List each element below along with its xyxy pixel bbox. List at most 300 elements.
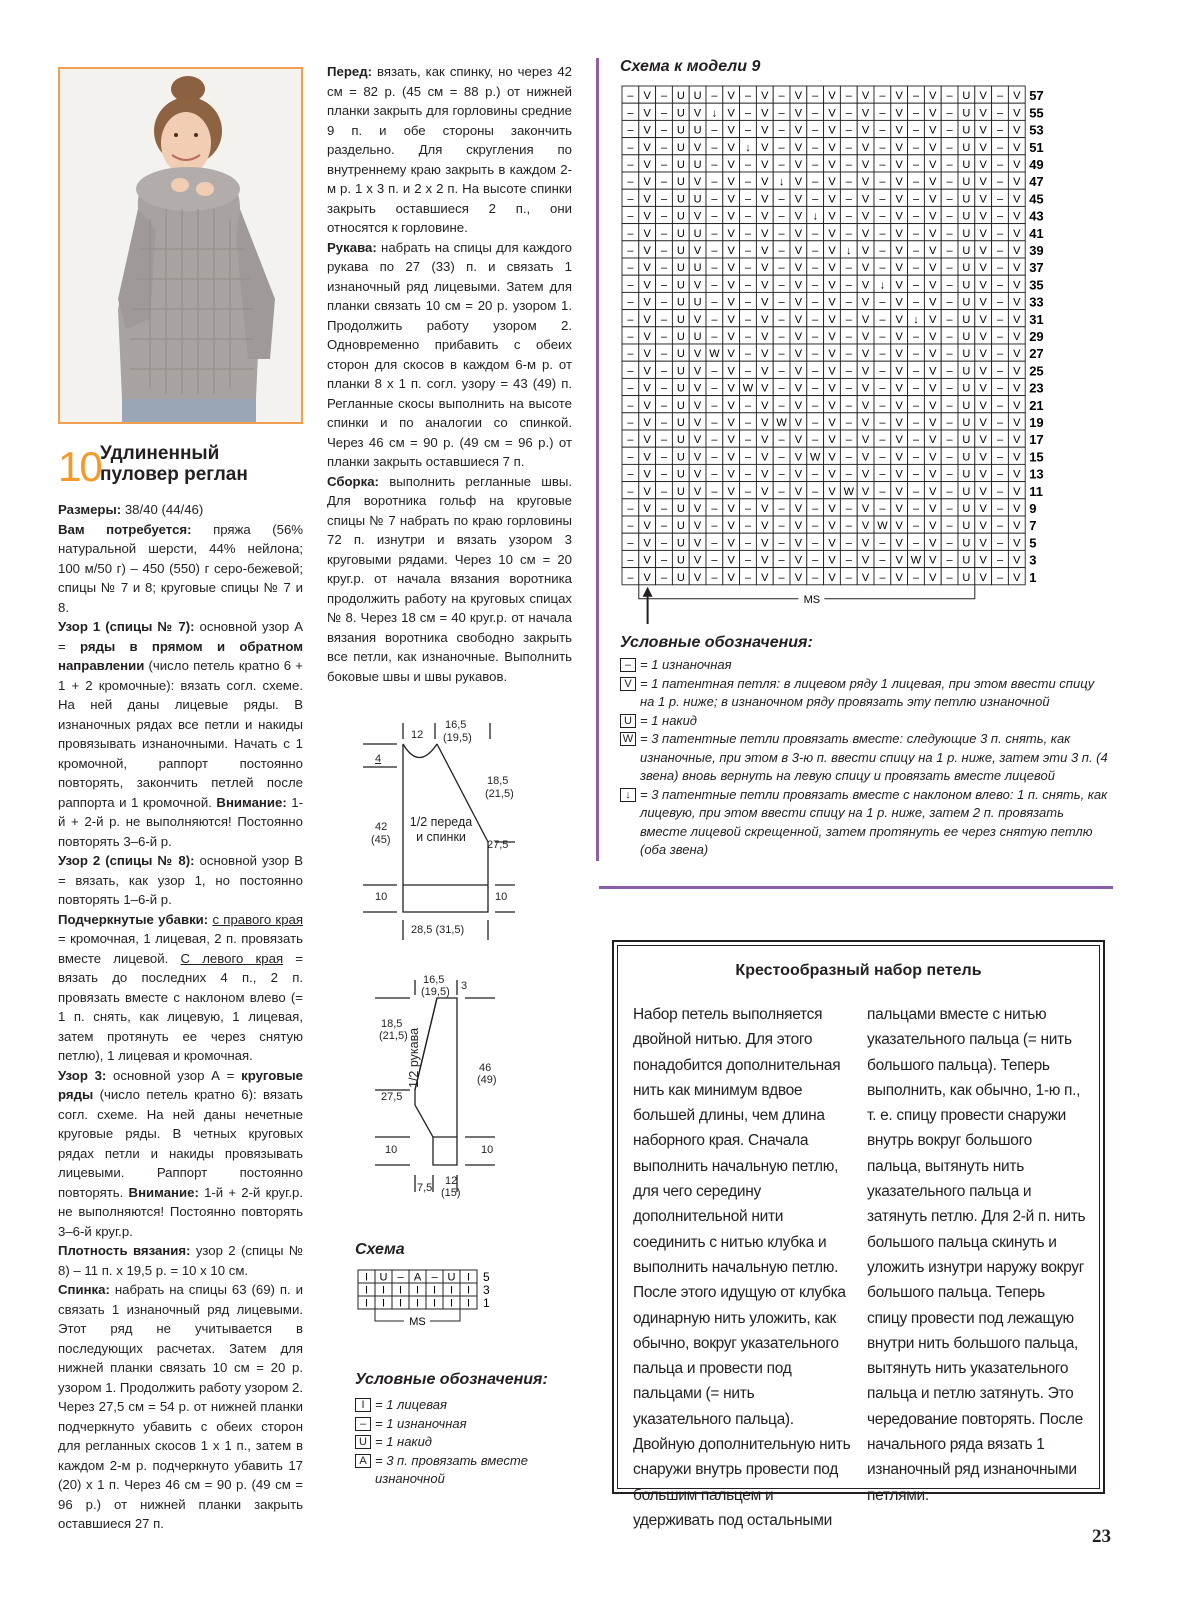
big-chart-row-number: 5 [1029,535,1037,551]
big-chart-symbol: V [895,296,903,309]
big-chart-symbol: – [812,107,819,120]
big-chart-symbol: V [761,382,769,395]
big-chart-symbol: – [778,537,785,550]
big-chart-symbol: U [676,571,685,584]
big-chart-symbol: V [643,468,651,481]
big-chart-symbol: – [627,468,634,481]
big-chart-symbol: U [962,434,971,447]
big-chart-symbol: – [627,107,634,120]
big-chart-symbol: – [912,193,920,206]
big-chart-symbol: – [660,468,668,481]
big-chart-symbol: V [828,434,836,447]
big-chart-symbol: – [778,503,785,515]
sleeve-dim-band-left: 10 [385,1144,398,1156]
big-chart-symbol: V [861,399,870,412]
big-chart-symbol: – [660,503,668,515]
big-chart-symbol: V [1013,331,1021,343]
big-chart-symbol: – [996,313,1004,326]
big-chart-symbol: W [709,348,720,361]
big-chart-symbol: V [761,107,769,120]
big-chart-symbol: U [676,554,685,567]
big-chart-row-number: 21 [1029,397,1044,413]
big-chart-symbol: – [744,537,752,550]
big-chart-symbol: U [693,331,702,343]
model-number: 10 [58,443,101,490]
big-chart-symbol: U [962,262,971,275]
big-chart-symbol: – [627,313,634,326]
sleeves-paragraph [327,238,572,472]
big-chart-symbol: V [727,296,735,309]
big-chart-symbol: V [1013,193,1021,206]
big-chart-symbol: – [711,124,718,137]
big-chart-row-number: 9 [1029,501,1037,516]
big-chart-symbol: – [812,537,819,550]
big-chart-symbol: – [744,176,752,189]
big-chart-symbol: V [929,485,937,498]
big-chart-symbol: – [812,245,819,257]
horizontal-divider [599,886,1113,889]
big-chart-row-number: 27 [1029,346,1044,362]
big-chart-symbol: V [693,554,702,567]
big-chart-symbol: V [794,159,803,171]
big-chart-symbol: – [845,468,852,481]
sizes-paragraph [58,500,303,520]
dim-neck-depth: 4 [375,753,382,765]
big-chart-symbol: – [660,348,668,361]
big-chart-symbol: – [996,537,1004,550]
big-chart-symbol: V [794,571,803,584]
big-chart-symbol: V [861,503,870,515]
pattern1-warning: Внимание: [216,794,287,810]
big-chart-symbol: – [744,262,752,275]
sleeve-dim-bottom-left: 7,5 [417,1182,433,1194]
dim-shoulder-alt: (19,5) [443,732,472,744]
info-box-title: Крестообразный набор петель [735,962,982,979]
big-chart-symbol: V [895,348,903,361]
small-chart-symbol: I [432,1284,437,1297]
big-chart-symbol: – [996,227,1004,240]
big-chart-symbol: – [845,554,852,567]
big-chart-symbol: U [962,554,971,567]
big-chart-symbol: V [929,141,937,154]
big-chart-symbol: – [711,279,718,292]
big-chart-symbol: – [946,434,953,447]
big-chart-symbol: V [929,571,937,584]
big-chart-symbol: V [693,417,702,429]
big-chart-symbol: – [711,227,718,240]
big-chart-symbol: V [861,434,870,447]
big-chart-symbol: – [946,554,953,567]
big-chart-symbol: – [912,503,920,515]
big-chart-symbol: V [979,434,987,447]
big-chart-row-number: 11 [1029,483,1043,499]
big-chart-symbol: – [845,399,852,412]
big-chart-symbol: V [643,210,651,223]
big-chart-symbol: V [794,90,803,103]
big-chart-symbol: – [778,313,785,326]
big-chart-symbol: V [643,451,651,464]
big-chart-symbol: – [812,571,819,584]
big-chart-row-number: 37 [1029,260,1044,276]
pattern1-paragraph [58,617,303,851]
big-chart-symbol: – [845,365,852,378]
big-chart-symbol: V [861,176,870,189]
big-chart-symbol: U [693,124,702,137]
big-chart-symbol: – [627,279,634,292]
big-chart-symbol: – [912,485,920,498]
big-chart-symbol: – [660,434,668,447]
big-chart-symbol: V [929,313,937,326]
big-chart-row-number: 47 [1029,174,1044,190]
big-chart-symbol: V [828,399,836,412]
small-chart-symbol: I [364,1271,369,1284]
big-chart-symbol: – [879,468,886,481]
big-chart-symbol: U [676,176,685,189]
front-text: вязать, как спинку, но через 42 см = 82 р. (45 см = 88 р.) от нижней планки закрыть для горловины средние 9 п. и обе стороны закончить раздельно. Для скругления по внутреннему краю закрыть в каждом 2-м р. 1 х 3 п. и 2 х 2 п. На высоте спинки закрыть оставшиеся 2 п., они относятся к горловине. [327,64,572,235]
big-chart-symbol: – [845,159,852,171]
big-chart-symbol: – [845,451,852,464]
big-chart-symbol: – [660,176,668,189]
big-chart-symbol: U [676,485,685,498]
big-chart-symbol: V [727,468,735,481]
small-legend-text: = 1 лицевая [375,1397,447,1412]
big-chart-symbol: – [845,124,852,137]
big-chart-symbol: V [895,279,903,292]
big-chart-symbol: – [660,399,668,412]
big-chart-symbol: – [711,159,718,171]
big-chart-symbol: – [996,399,1004,412]
big-chart-symbol: – [627,365,634,378]
big-chart-symbol: V [761,434,769,447]
big-chart-symbol: U [693,159,702,171]
big-chart-symbol: – [845,382,852,395]
big-chart-symbol: V [979,210,987,223]
big-chart-symbol: V [979,331,987,343]
big-chart-symbol: V [1013,176,1021,189]
big-chart-symbol: V [693,365,702,378]
big-chart-symbol: V [727,399,735,412]
big-chart-symbol: U [962,124,971,137]
big-chart-symbol: V [761,124,769,137]
big-chart-symbol: – [946,503,953,515]
big-legend-text: = 1 накид [640,712,697,728]
big-chart-symbol: V [979,537,987,550]
big-chart-symbol: – [660,331,668,343]
dim-side: 27,5 [487,839,509,851]
big-chart-symbol: V [828,520,836,533]
big-chart-symbol: – [996,520,1004,533]
big-chart-symbol: ↓ [846,245,852,257]
big-chart-symbol: V [693,399,702,412]
big-chart-symbol: V [727,107,735,120]
big-chart-symbol: – [778,296,785,309]
big-chart-symbol: – [946,537,953,550]
big-chart-symbol: – [744,434,752,447]
big-chart-symbol: U [962,107,971,120]
big-chart-symbol: V [979,571,987,584]
big-chart-symbol: V [794,210,803,223]
big-chart-symbol: V [794,485,803,498]
big-chart-symbol: – [996,554,1004,567]
big-chart-symbol: – [627,141,634,154]
big-chart-symbol: – [711,313,718,326]
big-chart-symbol: V [727,382,735,395]
big-chart-symbol: – [912,468,920,481]
big-chart-symbol: V [895,382,903,395]
big-legend-symbol: – [620,658,636,672]
small-legend [355,1396,555,1489]
big-chart-symbol: – [711,296,718,309]
big-chart-symbol: – [660,262,668,275]
big-chart-symbol: V [828,107,836,120]
big-chart-symbol: V [861,210,870,223]
big-chart-symbol: – [912,331,920,343]
big-chart-symbol: V [761,227,769,240]
big-chart-symbol: V [828,176,836,189]
big-chart-symbol: V [727,245,735,257]
small-chart-symbol: I [449,1297,454,1310]
big-chart-row-number: 33 [1029,294,1044,310]
big-chart-symbol: – [711,245,718,257]
big-chart-symbol: V [895,245,903,257]
pattern1-rows: ряды в прямом и обратном направлении [58,638,303,673]
big-chart-symbol: – [711,468,718,481]
big-chart-symbol: V [979,141,987,154]
big-chart-symbol: – [946,159,953,171]
big-chart-symbol: – [946,193,953,206]
small-legend-symbol: A [355,1454,371,1468]
big-chart-symbol: V [693,468,702,481]
pattern3-paragraph [58,1066,303,1242]
big-chart-symbol: V [727,365,735,378]
big-chart-symbol: – [879,245,886,257]
big-chart-symbol: V [761,90,769,103]
big-chart-symbol: – [812,331,819,343]
big-chart-symbol: V [929,468,937,481]
big-chart-symbol: – [778,399,785,412]
sleeve-dim-bottom-right: 12 [445,1175,458,1187]
small-chart-symbol: – [431,1271,438,1284]
big-chart-symbol: – [778,485,785,498]
big-chart-symbol: V [693,141,702,154]
big-chart-symbol: V [929,124,937,137]
big-chart-symbol: V [643,279,651,292]
big-chart-symbol: – [778,107,785,120]
big-chart-symbol: – [912,210,920,223]
big-chart-row-number: 3 [1029,552,1037,568]
big-chart-symbol: V [861,485,870,498]
big-chart-symbol: V [861,571,870,584]
big-chart-symbol: – [996,503,1004,515]
big-chart-symbol: – [778,210,785,223]
big-chart-symbol: W [877,520,888,533]
big-chart-symbol: – [778,159,785,171]
big-chart-symbol: – [996,468,1004,481]
big-chart-symbol: V [979,417,987,429]
big-chart-symbol: ↓ [711,107,718,120]
big-chart-symbol: – [845,90,852,103]
big-chart-symbol: – [778,434,785,447]
big-chart-symbol: V [929,90,937,103]
big-chart-symbol: V [794,193,803,206]
big-chart-symbol: U [676,296,685,309]
small-chart-symbol: I [466,1284,471,1297]
big-chart-symbol: V [643,193,651,206]
big-chart-symbol: V [895,141,903,154]
big-chart-symbol: V [929,331,937,343]
big-chart-symbol: – [660,365,668,378]
big-chart-symbol: V [979,90,987,103]
decrease-left: С левого края [180,950,284,966]
left-column [58,500,303,1534]
sleeve-dim-length-alt: (49) [477,1074,497,1086]
assembly-text: выполнить регланные швы. Для воротника гольф на круговые спицы № 7 набрать по краю горловины 72 п. изнутри и вязать узором 3 круговыми рядами. Через 10 см = 20 круг.р. от начала вязания воротника продолжить работу на круговых спицах № 8. Через 18 см = 40 круг.р. от начала вязания воротника свободно закрыть все петли, как изнаночные. Выполнить боковые швы и швы рукавов. [327,473,573,684]
big-chart-symbol: – [711,90,718,103]
big-chart-symbol: – [879,90,886,103]
big-chart-row-number: 45 [1029,191,1044,207]
big-chart-symbol: – [946,279,953,292]
big-chart-symbol: U [962,159,971,171]
small-chart-symbol: I [466,1271,471,1284]
small-chart-symbol: I [432,1297,437,1310]
big-chart-symbol: ↓ [879,279,886,292]
big-chart-title: Схема к модели 9 [620,58,761,75]
big-chart-row-number: 23 [1029,380,1044,396]
big-chart-symbol: V [828,503,836,515]
big-legend-item [620,656,1110,675]
big-chart-symbol: U [962,245,971,257]
big-chart-symbol: – [845,176,852,189]
big-chart-symbol: V [979,107,987,120]
big-chart-symbol: – [711,193,718,206]
big-chart-symbol: – [912,399,920,412]
big-chart-symbol: – [660,571,668,584]
big-chart-symbol: V [643,107,651,120]
big-chart-symbol: U [962,313,971,326]
big-chart-symbol: V [761,262,769,275]
big-chart-symbol: V [979,227,987,240]
big-chart-symbol: – [660,382,668,395]
small-chart-symbol: I [364,1297,369,1310]
big-chart-symbol: U [962,399,971,412]
big-chart-symbol: – [711,210,718,223]
model-photo-illustration [60,69,303,424]
big-chart-symbol: – [912,141,920,154]
sizes-value: 38/40 (44/46) [124,502,204,517]
big-chart-symbol: – [744,227,752,240]
big-chart-symbol: – [744,365,752,378]
big-chart-symbol: – [946,227,953,240]
big-chart-symbol: V [1013,227,1021,240]
big-chart-symbol: – [996,417,1004,429]
big-chart-symbol: U [676,227,685,240]
big-chart-symbol: V [979,313,987,326]
big-chart-symbol: – [627,451,634,464]
big-chart-symbol: – [845,348,852,361]
big-chart-symbol: V [643,176,651,189]
big-chart-symbol: – [711,434,718,447]
big-chart-symbol: V [1013,520,1021,533]
big-chart-symbol: – [812,365,819,378]
big-chart-symbol: – [660,245,668,257]
big-chart-symbol: U [676,520,685,533]
big-legend-item [620,712,1110,731]
big-chart-symbol: – [660,90,668,103]
big-chart-row-number: 49 [1029,157,1044,172]
body-piece-label: 1/2 переда и спинки [409,815,473,844]
big-chart-symbol: – [996,193,1004,206]
big-chart-symbol: – [778,245,785,257]
big-chart-symbol: – [812,90,819,103]
big-chart-row-number: 53 [1029,122,1044,138]
big-legend-symbol: V [620,677,636,691]
big-chart-symbol: – [879,451,886,464]
big-chart-symbol: V [643,365,651,378]
big-chart-symbol: V [761,159,769,171]
big-chart-symbol: – [946,382,953,395]
big-chart-symbol: V [1013,451,1021,464]
big-chart-symbol: – [912,279,920,292]
big-chart-symbol: V [1013,348,1021,361]
big-chart-symbol: V [761,296,769,309]
sleeve-dim-raglan-alt: (21,5) [379,1030,408,1042]
big-chart-symbol: – [778,124,785,137]
big-chart-symbol: – [778,141,785,154]
big-chart-symbol: – [711,537,718,550]
sleeve-dim-length: 46 [479,1062,492,1074]
big-chart-symbol: – [946,365,953,378]
big-chart-symbol: U [676,262,685,275]
big-chart-symbol: V [861,313,870,326]
small-legend-item [355,1433,555,1452]
big-chart-symbol: U [693,193,702,206]
big-chart-symbol: – [946,468,953,481]
big-chart-symbol: V [895,417,903,429]
big-chart-symbol: V [861,468,870,481]
big-chart-symbol: – [660,451,668,464]
big-chart-symbol: U [693,227,702,240]
big-chart-symbol: V [1013,296,1021,309]
front-paragraph [327,62,572,238]
big-chart-symbol: V [761,503,769,515]
big-chart-symbol: V [693,313,702,326]
big-chart-symbol: V [1013,554,1021,567]
big-chart-symbol: U [676,417,685,429]
big-chart-symbol: – [744,468,752,481]
big-chart-symbol: V [794,296,803,309]
big-chart-symbol: U [962,468,971,481]
big-chart-row-number: 31 [1029,311,1044,327]
big-chart-symbol: V [761,279,769,292]
big-chart-symbol: V [727,451,735,464]
big-chart-symbol: V [929,227,937,240]
dim-height-alt: (45) [371,834,391,846]
big-chart-symbol: V [643,124,651,137]
decrease-paragraph [58,910,303,1066]
big-chart-symbol: V [693,210,702,223]
big-chart-symbol: V [979,245,987,257]
big-chart-symbol: V [643,554,651,567]
big-chart-symbol: – [778,520,785,533]
big-chart-row-number: 29 [1029,329,1044,344]
big-chart-row-number: 39 [1029,243,1044,258]
big-chart-symbol: V [761,313,769,326]
big-chart-symbol: V [929,176,937,189]
big-chart-symbol: V [929,159,937,171]
big-chart-symbol: U [676,279,685,292]
big-chart-symbol: – [627,434,634,447]
big-chart-symbol: V [828,365,836,378]
